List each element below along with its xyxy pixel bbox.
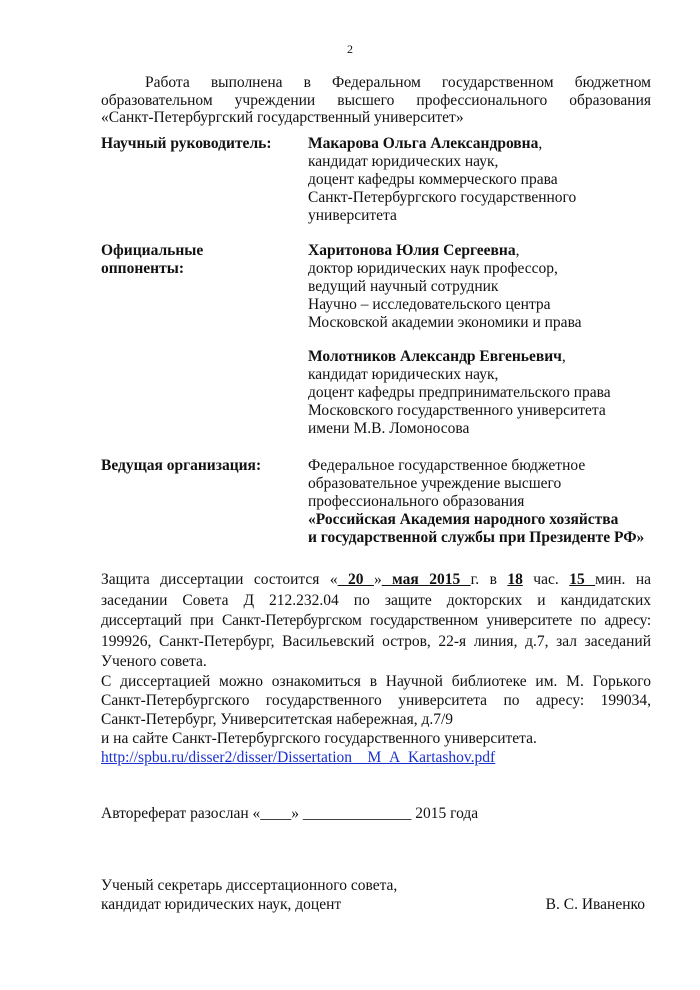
opponent1-line: доктор юридических наук профессор, <box>308 260 558 277</box>
abstract-sent-line: Автореферат разослан «____» ______________ 2015 года <box>101 805 479 822</box>
lead-org-line: Федеральное государственное бюджетное <box>308 457 586 474</box>
opponent2-line: Московского государственного университета <box>308 402 606 419</box>
supervisor-name-suffix: , <box>538 135 543 152</box>
intro-line: образовательном учреждении высшего профессионального образования <box>101 91 651 109</box>
opponent1-line: Научно – исследовательского центра <box>308 296 551 313</box>
opponents-label-line2: оппоненты: <box>101 260 184 277</box>
defense-year: 2015 <box>429 571 471 588</box>
defense-paragraph <box>101 570 651 673</box>
lead-org-bold-line: «Российская Академия народного хозяйства <box>308 511 619 528</box>
supervisor-line: университета <box>308 207 397 224</box>
library-line: Санкт-Петербургского государственного университета по адресу: 199034, <box>101 692 651 709</box>
secretary-block <box>101 877 651 914</box>
defense-text: мин. на <box>595 571 652 588</box>
opponents-label-line1: Официальные <box>101 242 204 259</box>
defense-minute: 15 <box>569 571 596 588</box>
secretary-title: Ученый секретарь диссертационного совета, <box>101 877 398 894</box>
library-line: С диссертацией можно ознакомиться в Научной библиотеке им. М. Горького <box>101 673 651 690</box>
defense-first-line <box>101 570 651 591</box>
secretary-degree: кандидат юридических наук, доцент <box>101 895 342 913</box>
opponent1-line: Московской академии экономики и права <box>308 314 582 331</box>
lead-org-bold-line: и государственной службы при Президенте РФ» <box>308 529 645 546</box>
opponent2-line: кандидат юридических наук, <box>308 366 499 383</box>
supervisor-label: Научный руководитель: <box>101 135 272 152</box>
opponent2-line: имени М.В. Ломоносова <box>308 420 470 437</box>
lead-org-label: Ведущая организация: <box>101 457 262 474</box>
library-line: и на сайте Санкт-Петербургского государственного университета. <box>101 730 537 747</box>
intro-line: Работа выполнена в Федеральном государственном бюджетном <box>145 74 651 91</box>
defense-text: час. <box>522 571 570 588</box>
library-line: Санкт-Петербург, Университетская набережная, д.7/9 <box>101 711 454 728</box>
dissertation-link[interactable]: http://spbu.ru/disser2/disser/Dissertation__M_A_Kartashov.pdf <box>101 749 496 766</box>
opponent2-name-suffix: , <box>561 348 566 365</box>
supervisor-line: Санкт-Петербургского государственного <box>308 189 577 206</box>
lead-org-line: образовательное учреждение высшего <box>308 475 562 492</box>
lead-org-line: профессионального образования <box>308 493 525 510</box>
defense-line: диссертаций при Санкт-Петербургском государственном университете по адресу: <box>101 612 651 629</box>
defense-month: мая <box>381 571 430 588</box>
intro-line: «Санкт-Петербургский государственный университет» <box>101 109 464 126</box>
opponent1-line: ведущий научный сотрудник <box>308 278 499 295</box>
defense-line: Ученого совета. <box>101 653 207 670</box>
defense-text: Защита диссертации состоится « <box>101 571 338 588</box>
page-number: 2 <box>347 42 353 56</box>
intro-paragraph <box>101 74 651 127</box>
supervisor-line: кандидат юридических наук, <box>308 153 499 170</box>
supervisor-name: Макарова Ольга Александровна <box>308 135 539 152</box>
defense-line: 199926, Санкт-Петербург, Васильевский остров, 22-я линия, д.7, зал заседаний <box>101 632 651 650</box>
opponent2-line: доцент кафедры предпринимательского права <box>308 384 611 401</box>
opponent2-name: Молотников Александр Евгеньевич <box>308 348 562 365</box>
defense-text: » <box>373 571 382 588</box>
opponent1-name-suffix: , <box>515 242 520 259</box>
opponents-label <box>101 242 203 278</box>
defense-line: заседании Совета Д 212.232.04 по защите докторских и кандидатских <box>101 591 651 609</box>
supervisor-line: доцент кафедры коммерческого права <box>308 171 558 188</box>
secretary-name: В. С. Иваненко <box>545 895 645 913</box>
opponent1-name: Харитонова Юлия Сергеевна <box>308 242 516 259</box>
defense-day: 20 <box>337 571 374 588</box>
library-paragraph <box>101 672 651 767</box>
defense-text: г. в <box>470 571 508 588</box>
defense-hour: 18 <box>507 571 523 588</box>
